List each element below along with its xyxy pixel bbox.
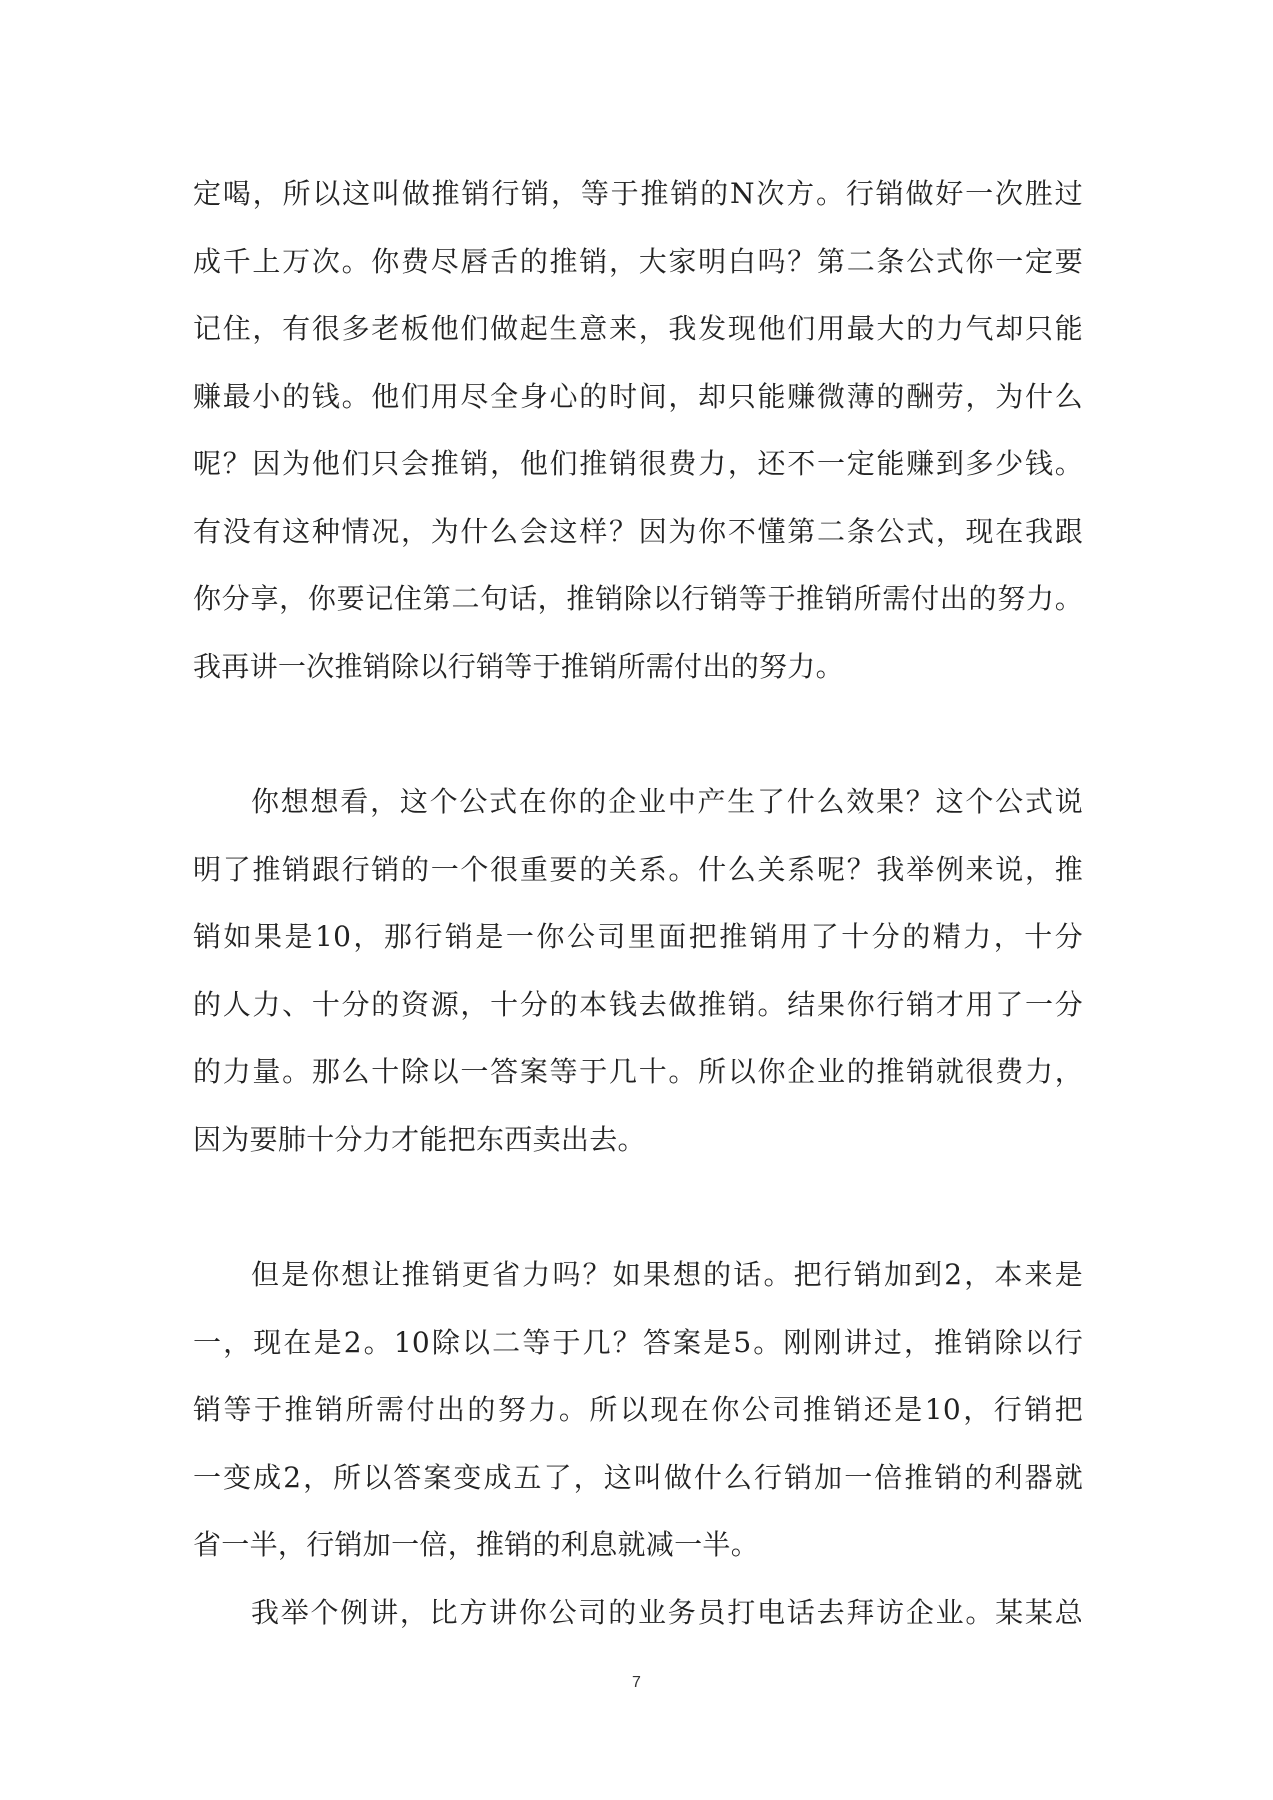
paragraph-1 — [193, 160, 1083, 700]
text-line: 记住，有很多老板他们做起生意来，我发现他们用最大的力气却只能 — [193, 312, 1083, 345]
text-line: 明了推销跟行销的一个很重要的关系。什么关系呢？我举例来说，推 — [193, 852, 1083, 886]
text-line: 销等于推销所需付出的努力。所以现在你公司推销还是10，行销把 — [193, 1393, 1083, 1426]
text-line: 你想想看，这个公式在你的企业中产生了什么效果？这个公式说 — [251, 785, 1083, 818]
text-line: 一，现在是2。10除以二等于几？答案是5。刚刚讲过，推销除以行 — [193, 1325, 1083, 1359]
paragraph-spacer — [193, 700, 1083, 768]
paragraph-spacer — [193, 1173, 1083, 1241]
text-line: 省一半，行销加一倍，推销的利息就减一半。 — [193, 1528, 760, 1561]
text-line: 呢？因为他们只会推销，他们推销很费力，还不一定能赚到多少钱。 — [193, 447, 1083, 480]
text-line: 但是你想让推销更省力吗？如果想的话。把行销加到2，本来是 — [251, 1258, 1083, 1291]
text-line: 的人力、十分的资源，十分的本钱去做推销。结果你行销才用了一分 — [193, 987, 1083, 1021]
text-line: 我再讲一次推销除以行销等于推销所需付出的努力。 — [193, 649, 844, 683]
text-line: 的力量。那么十除以一答案等于几十。所以你企业的推销就很费力， — [193, 1055, 1083, 1088]
paragraph-3 — [193, 1241, 1083, 1579]
page-number: 7 — [632, 1674, 641, 1691]
document-body — [193, 160, 1083, 1646]
text-line: 因为要肺十分力才能把东西卖出去。 — [193, 1122, 646, 1156]
paragraph-4 — [193, 1579, 1083, 1647]
text-line: 有没有这种情况，为什么会这样？因为你不懂第二条公式，现在我跟 — [193, 514, 1083, 548]
text-line: 销如果是10，那行销是一你公司里面把推销用了十分的精力，十分 — [193, 920, 1083, 953]
text-line: 赚最小的钱。他们用尽全身心的时间，却只能赚微薄的酬劳，为什么 — [193, 379, 1083, 413]
text-line: 我举个例讲，比方讲你公司的业务员打电话去拜访企业。某某总 — [251, 1595, 1083, 1629]
text-line: 一变成2，所以答案变成五了，这叫做什么行销加一倍推销的利器就 — [193, 1460, 1083, 1494]
paragraph-2 — [193, 768, 1083, 1173]
text-line: 你分享，你要记住第二句话，推销除以行销等于推销所需付出的努力。 — [193, 582, 1083, 615]
text-line: 成千上万次。你费尽唇舌的推销，大家明白吗？第二条公式你一定要 — [193, 244, 1083, 278]
text-line: 定喝，所以这叫做推销行销，等于推销的N次方。行销做好一次胜过 — [193, 177, 1083, 210]
